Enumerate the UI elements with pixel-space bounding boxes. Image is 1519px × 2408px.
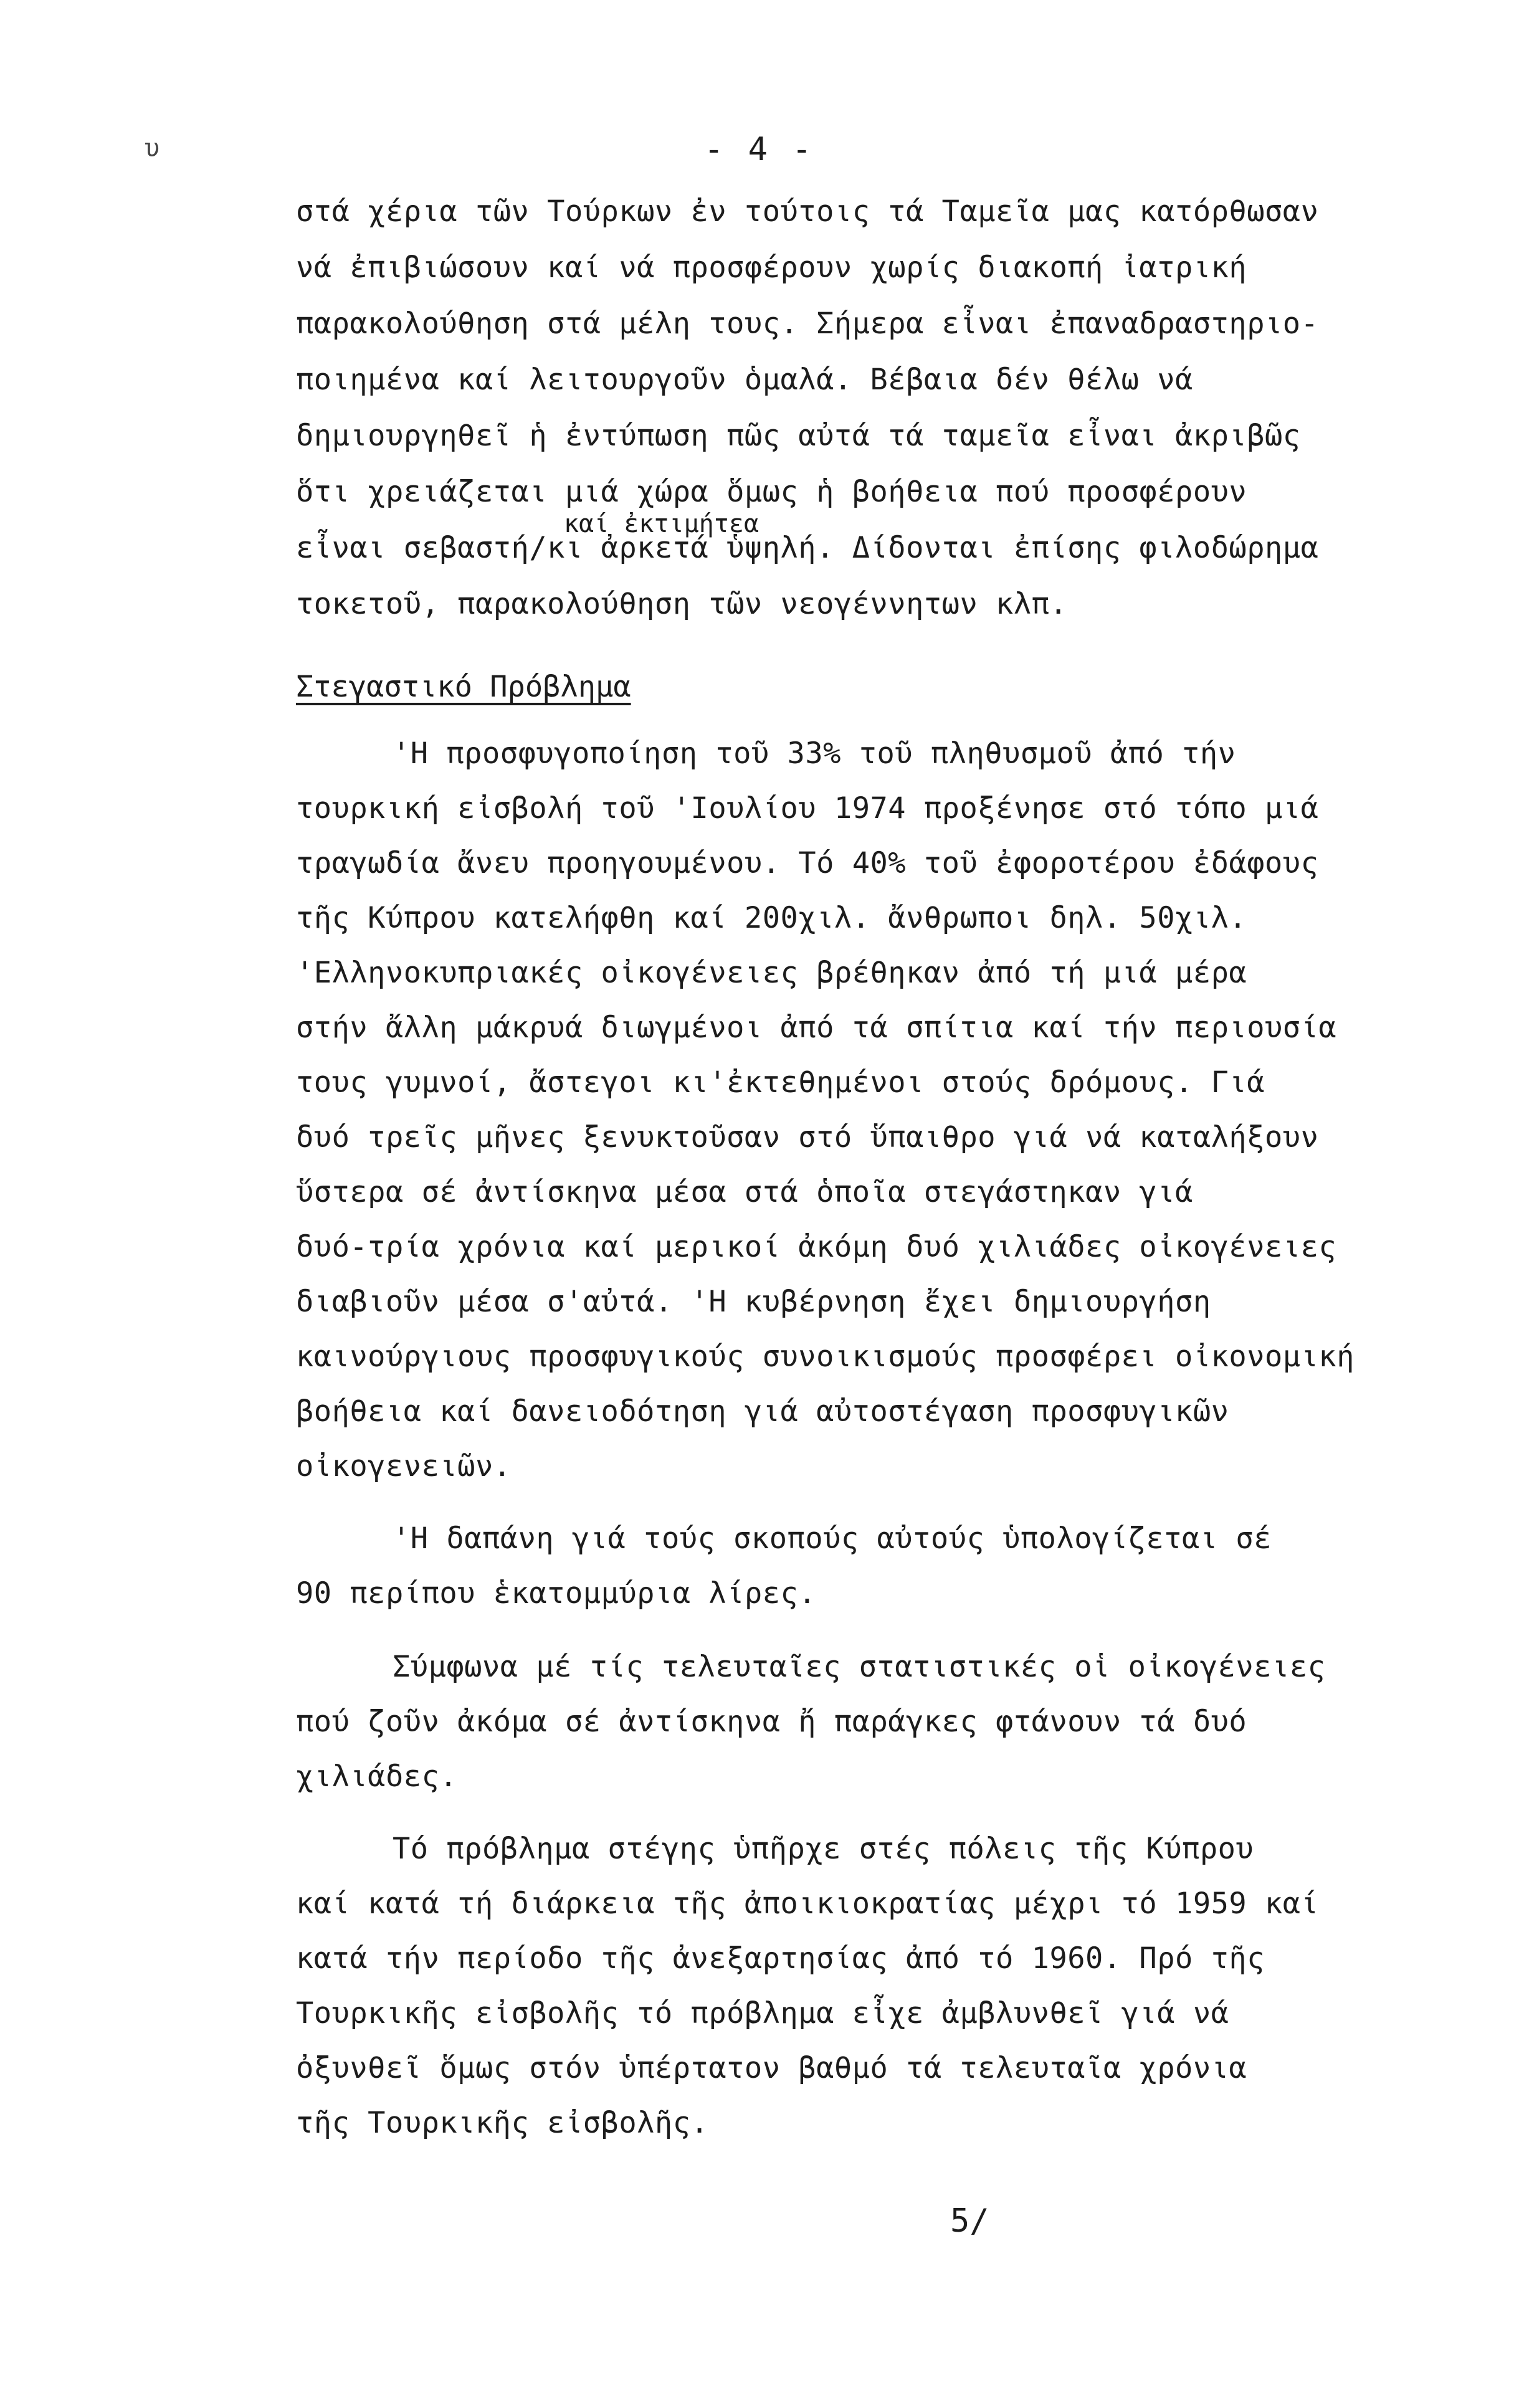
paragraph-5-line: κατά τήν περίοδο τῆς ἀνεξαρτησίας ἀπό τό 1960. Πρό τῆς	[296, 1941, 1265, 1976]
paragraph-1-line: ὅτι χρειάζεται μιά χώρα ὅμως ἡ βοήθεια πού προσφέρουν	[296, 475, 1247, 509]
paragraph-5-line: καί κατά τή διάρκεια τῆς ἀποικιοκρατίας μέχρι τό 1959 καί	[296, 1887, 1319, 1921]
paragraph-2-line: οἰκογενειῶν.	[296, 1449, 512, 1483]
paragraph-1-line: νά ἐπιβιώσουν καί νά προσφέρουν χωρίς διακοπή ἰατρική	[296, 250, 1247, 285]
paragraph-4-line: Σύμφωνα μέ τίς τελευταῖες στατιστικές οἱ οἰκογένειες	[393, 1650, 1326, 1684]
paragraph-5-line: ὀξυνθεῖ ὅμως στόν ὑπέρτατον βαθμό τά τελευταῖα χρόνια	[296, 2051, 1247, 2085]
next-page-reference: 5/	[950, 2202, 989, 2240]
page-number: - 4 -	[704, 131, 814, 168]
paragraph-1-line: εἶναι σεβαστή/κι ἀρκετά ὑψηλή. Δίδονται ἐπίσης φιλοδώρημα	[296, 531, 1319, 565]
paragraph-2-line: 'Ελληνοκυπριακές οἰκογένειες βρέθηκαν ἀπό τή μιά μέρα	[296, 956, 1247, 990]
paragraph-1-line: παρακολούθηση στά μέλη τους. Σήμερα εἶναι ἐπαναδραστηριο-	[296, 307, 1319, 341]
paragraph-2-line: τραγωδία ἄνευ προηγουμένου. Τό 40% τοῦ ἐφοροτέρου ἐδάφους	[296, 846, 1319, 880]
paragraph-2-line: διαβιοῦν μέσα σ'αὐτά. 'Η κυβέρνηση ἔχει δημιουργήση	[296, 1285, 1211, 1319]
paragraph-1-line: τοκετοῦ, παρακολούθηση τῶν νεογέννητων κλπ.	[296, 587, 1068, 621]
section-heading: Στεγαστικό Πρόβλημα	[296, 670, 631, 704]
paragraph-2-line: δυό τρεῖς μῆνες ξενυκτοῦσαν στό ὕπαιθρο γιά νά καταλήξουν	[296, 1120, 1319, 1154]
paragraph-5-line: τῆς Τουρκικῆς εἰσβολῆς.	[296, 2106, 709, 2140]
paragraph-5-line: Τό πρόβλημα στέγης ὑπῆρχε στές πόλεις τῆς Κύπρου	[393, 1832, 1254, 1866]
paragraph-3-line: 'Η δαπάνη γιά τούς σκοπούς αὐτούς ὑπολογίζεται σέ	[393, 1521, 1272, 1556]
paragraph-2-line: 'Η προσφυγοποίηση τοῦ 33% τοῦ πληθυσμοῦ ἀπό τήν	[393, 736, 1236, 771]
paragraph-2-line: ὕστερα σέ ἀντίσκηνα μέσα στά ὁποῖα στεγάστηκαν γιά	[296, 1175, 1193, 1209]
paragraph-4-line: πού ζοῦν ἀκόμα σέ ἀντίσκηνα ἤ παράγκες φτάνουν τά δυό	[296, 1705, 1247, 1739]
paragraph-3-line: 90 περίπου ἑκατομμύρια λίρες.	[296, 1576, 817, 1611]
paragraph-1-line: στά χέρια τῶν Τούρκων ἐν τούτοις τά Ταμεῖα μας κατόρθωσαν	[296, 194, 1319, 229]
interlinear-insert: καί ἐκτιμήτεα	[564, 510, 760, 538]
paragraph-2-line: καινούργιους προσφυγικούς συνοικισμούς προσφέρει οἰκονομική	[296, 1340, 1355, 1374]
paragraph-2-line: βοήθεια καί δανειοδότηση γιά αὐτοστέγαση προσφυγικῶν	[296, 1394, 1229, 1429]
paragraph-1-line: δημιουργηθεῖ ἡ ἐντύπωση πῶς αὐτά τά ταμεῖα εἶναι ἀκριβῶς	[296, 419, 1301, 453]
paragraph-2-line: τους γυμνοί, ἄστεγοι κι'ἐκτεθημένοι στούς δρόμους. Γιά	[296, 1065, 1265, 1100]
paragraph-1-line: ποιημένα καί λειτουργοῦν ὁμαλά. Βέβαια δέν θέλω νά	[296, 363, 1193, 397]
paragraph-2-line: τουρκική εἰσβολή τοῦ 'Ιουλίου 1974 προξένησε στό τόπο μιά	[296, 791, 1319, 826]
paragraph-2-line: τῆς Κύπρου κατελήφθη καί 200χιλ. ἄνθρωποι δηλ. 50χιλ.	[296, 901, 1247, 935]
paragraph-2-line: δυό-τρία χρόνια καί μερικοί ἀκόμη δυό χιλιάδες οἰκογένειες	[296, 1230, 1337, 1264]
paragraph-2-line: στήν ἄλλη μάκρυά διωγμένοι ἀπό τά σπίτια καί τήν περιουσία	[296, 1011, 1337, 1045]
paragraph-4-line: χιλιάδες.	[296, 1759, 458, 1794]
paragraph-5-line: Τουρκικῆς εἰσβολῆς τό πρόβλημα εἶχε ἀμβλυνθεῖ γιά νά	[296, 1996, 1229, 2030]
corner-mark: υ	[145, 134, 160, 163]
